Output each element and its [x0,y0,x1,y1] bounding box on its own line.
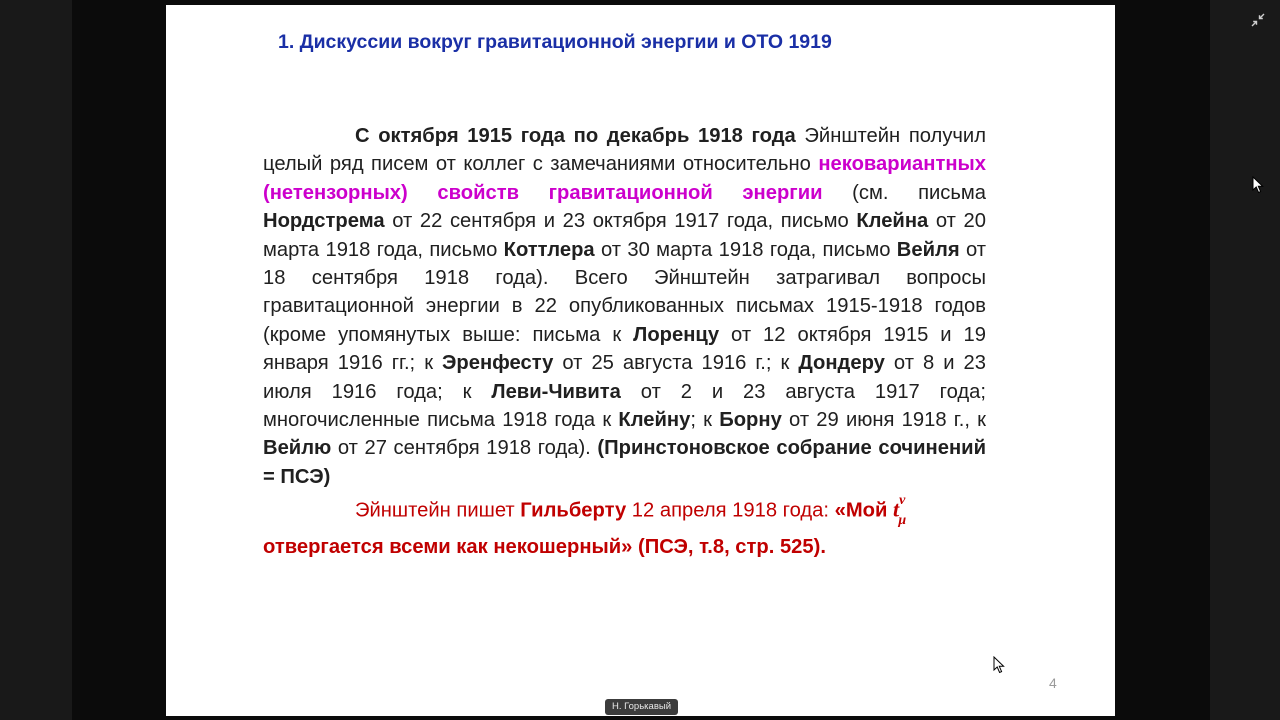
bold-text: Вейлю [263,437,332,460]
text-run: от 8 и 23 июля 1916 года; к [263,352,986,403]
bold-text: Коттлера [503,238,595,261]
tensor-superscript: ν [899,493,906,509]
text-run: (см. письма [822,181,986,204]
bold-text: (Принстоновское собрание сочинений = ПСЭ) [263,437,986,488]
tensor-symbol [893,491,906,533]
slide-title: 1. Дискуссии вокруг гравитационной энергии и ОТО 1919 [278,31,832,53]
speaker-name-label: Н. Горькавый [605,699,678,715]
mouse-pointer-icon [1252,176,1264,194]
text-run: от 18 сентября 1918 года). Всего Эйнштейн затрагивал вопросы гравитационной энергии в 22 опубликованных письмах 1915-1918 годов (кроме упомянутых выше: письма к [263,238,986,346]
bold-text: Клейну [618,409,691,432]
text-run: от 2 и 23 августа 1917 года; многочисленные письма 1918 года к [263,380,987,432]
tensor-base: t [893,496,900,522]
slide-page-number: 4 [1049,675,1057,691]
text-run: от 27 сентября 1918 года). [331,437,598,460]
bold-text: Вейля [896,238,960,261]
presentation-slide [166,5,1115,716]
quote-intro: Эйнштейн пишет [355,499,521,522]
mouse-pointer-icon [993,656,1005,674]
quote-open: «Мой [834,499,893,522]
text-run: от 22 сентября и 23 октября 1917 года, письмо [384,210,857,233]
right-side-panel [1210,0,1280,720]
bold-text: Лоренцу [633,323,720,346]
text-run: от 12 октября 1915 и 19 января 1916 гг.; к [263,323,986,375]
bold-text: Дондеру [798,352,885,375]
slide-body [263,122,986,562]
tensor-subscript: μ [898,513,907,528]
bold-text: С октября 1915 года по декабрь 1918 года [355,125,796,147]
bold-text: Нордстрема [263,210,385,233]
bold-text: Леви-Чивита [491,380,621,403]
collapse-arrows-icon[interactable] [1251,13,1265,27]
text-run: от 20 марта 1918 года, письмо [263,210,986,261]
bold-text: Борну [719,409,782,432]
text-run: от 25 августа 1916 г.; к [553,352,799,375]
bold-text: Клейна [856,210,929,233]
left-side-panel [0,0,72,720]
bold-text: Эренфесту [442,352,554,375]
quote-text: отвергается всеми как некошерный» (ПСЭ, т.8, стр. 525). [263,536,826,559]
highlight-text: нековариантных (нетензорных) свойств гравитационной энергии [263,153,986,204]
paragraph-letters [263,122,986,491]
paragraph-quote [263,491,986,562]
quote-date: 12 апреля 1918 года: [626,499,835,522]
quote-recipient: Гильберту [520,499,627,522]
text-run: от 29 июня 1918 г., к [781,409,986,432]
text-run: Эйнштейн получил целый ряд писем от коллег с замечаниями относительно [263,125,986,176]
text-run: ; к [690,409,720,432]
text-run: от 30 марта 1918 года, письмо [594,238,897,261]
